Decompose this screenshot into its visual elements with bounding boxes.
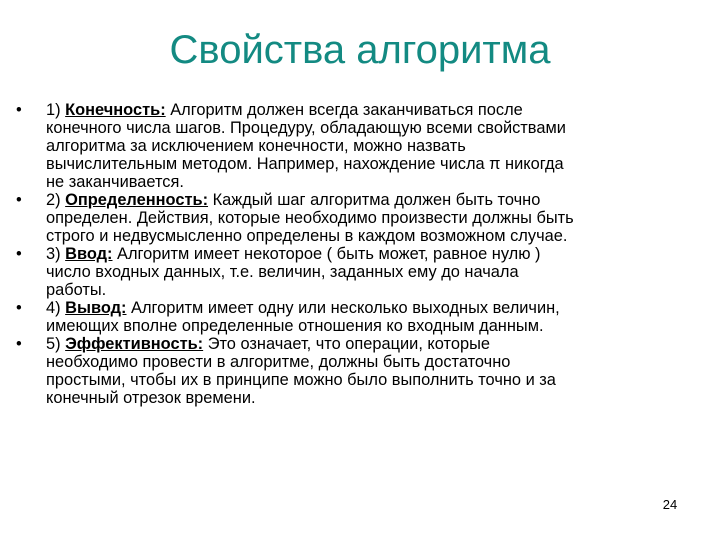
- item-term: Конечность:: [65, 101, 166, 119]
- list-item-finiteness: [16, 101, 706, 191]
- item-line: Это означает, что операции, которые: [203, 335, 490, 353]
- item-line: Каждый шаг алгоритма должен быть точно: [208, 191, 541, 209]
- item-first-line: [46, 335, 706, 353]
- bullet-icon: •: [16, 245, 22, 263]
- item-term: Ввод:: [65, 245, 113, 263]
- item-line: Алгоритм имеет некоторое ( быть может, равное нулю ): [112, 245, 541, 263]
- item-first-line: [46, 299, 706, 317]
- item-line: Алгоритм должен всегда заканчиваться после: [165, 101, 523, 119]
- bullet-icon: •: [16, 101, 22, 119]
- item-line: конечного числа шагов. Процедуру, обладающую всеми свойствами: [46, 119, 566, 137]
- item-line: число входных данных, т.е. величин, заданных ему до начала: [46, 263, 519, 281]
- item-number: 5): [46, 335, 61, 353]
- item-number: 3): [46, 245, 61, 263]
- slide-title: Свойства алгоритма: [169, 28, 551, 72]
- item-line: простыми, чтобы их в принципе можно было выполнить точно и за: [46, 371, 556, 389]
- item-number: 2): [46, 191, 61, 209]
- list-item-input: [16, 245, 706, 299]
- item-line: необходимо провести в алгоритме, должны быть достаточно: [46, 353, 511, 371]
- item-line: Алгоритм имеет одну или несколько выходных величин,: [126, 299, 560, 317]
- item-line: работы.: [46, 281, 107, 299]
- item-line: не заканчивается.: [46, 173, 184, 191]
- bullet-icon: •: [16, 299, 22, 317]
- item-first-line: [46, 101, 706, 119]
- page-number: 24: [662, 497, 678, 512]
- item-line: строго и недвусмысленно определены в каждом возможном случае.: [46, 227, 568, 245]
- item-line: имеющих вполне определенные отношения ко входным данным.: [46, 317, 544, 335]
- item-line: определен. Действия, которые необходимо произвести должны быть: [46, 209, 574, 227]
- item-number: 4): [46, 299, 61, 317]
- item-term: Определенность:: [65, 191, 209, 209]
- item-line: вычислительным методом. Например, нахождение числа π никогда: [46, 155, 564, 173]
- item-first-line: [46, 245, 706, 263]
- properties-list: [16, 101, 706, 407]
- bullet-icon: •: [16, 191, 22, 209]
- item-number: 1): [46, 101, 61, 119]
- item-term: Эффективность:: [65, 335, 204, 353]
- item-line: конечный отрезок времени.: [46, 389, 256, 407]
- list-item-effectiveness: [16, 335, 706, 407]
- list-item-output: [16, 299, 706, 335]
- bullet-icon: •: [16, 335, 22, 353]
- list-item-definiteness: [16, 191, 706, 245]
- item-term: Вывод:: [65, 299, 127, 317]
- item-first-line: [46, 191, 706, 209]
- item-line: алгоритма за исключением конечности, можно назвать: [46, 137, 466, 155]
